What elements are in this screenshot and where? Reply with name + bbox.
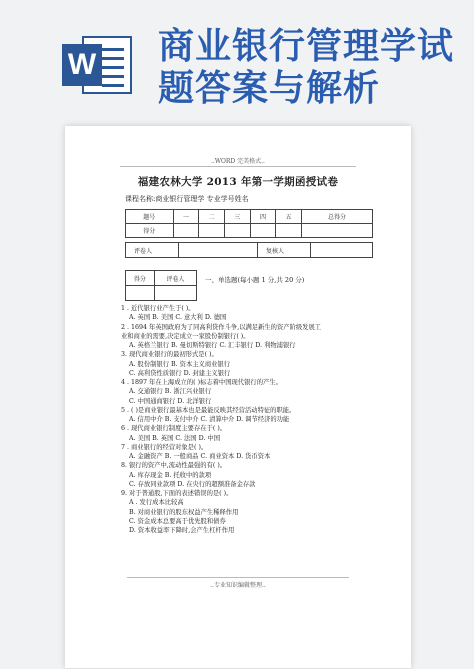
question-line: 5 . ( )是商业银行最基本也是最能反映其经营活动特征的职能。 <box>121 406 296 414</box>
header-note: ..WORD 完美格式.. <box>211 158 265 165</box>
option-line: C. 中国通商银行 D. 北洋银行 <box>129 397 212 405</box>
footer-note: ..专业知识编辑整理.. <box>210 582 266 589</box>
score-cell: 题号 <box>126 210 174 224</box>
question-line: 6 . 现代商业银行制度主要存在于( )。 <box>121 425 227 433</box>
banner-title <box>158 26 455 110</box>
option-line: D. 资本收益率下降时,会产生杠杆作用 <box>129 527 235 534</box>
option-line: B. 对商业银行的股东权益产生稀释作用 <box>129 508 239 516</box>
option-line: A. 英国 B. 美国 C. 意大利 D. 德国 <box>129 314 227 322</box>
grader-label: 评卷人 <box>126 243 179 258</box>
exam-title: 福建农林大学 2013 年第一学期函授试卷 <box>137 176 339 188</box>
section-score-table <box>125 270 197 301</box>
footer-divider <box>127 577 349 578</box>
score-table-header-row <box>126 210 373 224</box>
reviewer-blank <box>311 243 373 258</box>
option-line: C. 存放同业款项 D. 在央行的超额准备金存款 <box>129 480 256 488</box>
question-line: 9. 对于普通股,下面的表述错误的是( )。 <box>121 490 233 497</box>
option-line: C. 资金成本总要高于优先股和债券 <box>129 517 226 525</box>
header-divider <box>120 166 356 167</box>
score-table <box>125 209 373 238</box>
grader-blank <box>179 243 258 258</box>
score-cell: 得分 <box>126 224 174 238</box>
section-grader-blank <box>154 286 196 301</box>
banner-title-line2: 题答案与解析 <box>158 68 381 109</box>
document-page <box>65 126 411 668</box>
question-line: 业和商业的需要,决定成立一家股份制银行( )。 <box>121 332 250 340</box>
question-line: 2 . 1694 年英国政府为了同高利贷作斗争,以满足新生的资产阶级发展工 <box>121 323 322 331</box>
option-line: A. 库存现金 B. 托收中的款项 <box>129 471 212 479</box>
score-cell <box>250 224 276 238</box>
question-line: 3. 现代商业银行的最初形式是( )。 <box>121 351 218 359</box>
option-line: A. 信用中介 B. 支付中介 C. 清算中介 D. 调节经济的功能 <box>129 416 290 423</box>
question-list <box>121 304 381 535</box>
score-cell: 四 <box>250 210 276 224</box>
section-grader-label: 评卷人 <box>154 271 196 286</box>
score-cell <box>173 224 199 238</box>
reviewer-label: 复核人 <box>258 243 311 258</box>
option-line: A. 英格兰银行 B. 曼切斯特银行 C. 汇丰银行 D. 利物浦银行 <box>129 342 296 349</box>
question-line: 7 . 商业银行的经营对象是( )。 <box>121 443 208 451</box>
score-cell: 二 <box>199 210 225 224</box>
score-cell: 一 <box>173 210 199 224</box>
score-cell <box>199 224 225 238</box>
option-line: A . 发行成本比较高 <box>129 499 184 507</box>
question-line: 4 . 1897 年在上海成立的( )标志着中国现代银行的产生。 <box>121 379 282 386</box>
section-score-blank <box>126 286 155 301</box>
score-cell: 总得分 <box>302 210 373 224</box>
banner-title-line1: 商业银行管理学试 <box>158 26 455 67</box>
score-cell <box>276 224 302 238</box>
section-title: 一、单选题(每小题 1 分,共 20 分) <box>205 276 305 284</box>
score-cell <box>224 224 250 238</box>
banner <box>0 0 474 130</box>
word-icon-letter: W <box>62 44 102 86</box>
score-cell: 三 <box>224 210 250 224</box>
course-line: 课程名称:商业银行管理学 专业学号姓名 <box>125 195 249 203</box>
question-line: 1 . 近代银行业产生于( )。 <box>121 305 195 312</box>
option-line: A. 金融资产 B. 一般商品 C. 商业资本 D. 货币资本 <box>129 453 271 460</box>
score-cell: 五 <box>276 210 302 224</box>
option-line: A. 交通银行 B. 浙江兴业银行 <box>129 388 212 396</box>
option-line: C. 高利贷性质银行 D. 封建主义银行 <box>129 369 231 377</box>
word-document-icon <box>62 34 132 96</box>
score-table-score-row <box>126 224 373 238</box>
section-score-label: 得分 <box>126 271 155 286</box>
option-line: A. 美国 B. 英国 C. 法国 D. 中国 <box>129 434 220 442</box>
option-line: A. 股份制银行 B. 资本主义商业银行 <box>129 360 231 368</box>
score-cell <box>302 224 373 238</box>
question-line: 8. 银行的资产中,流动性最强的有( )。 <box>121 462 227 470</box>
grader-table <box>125 242 373 258</box>
